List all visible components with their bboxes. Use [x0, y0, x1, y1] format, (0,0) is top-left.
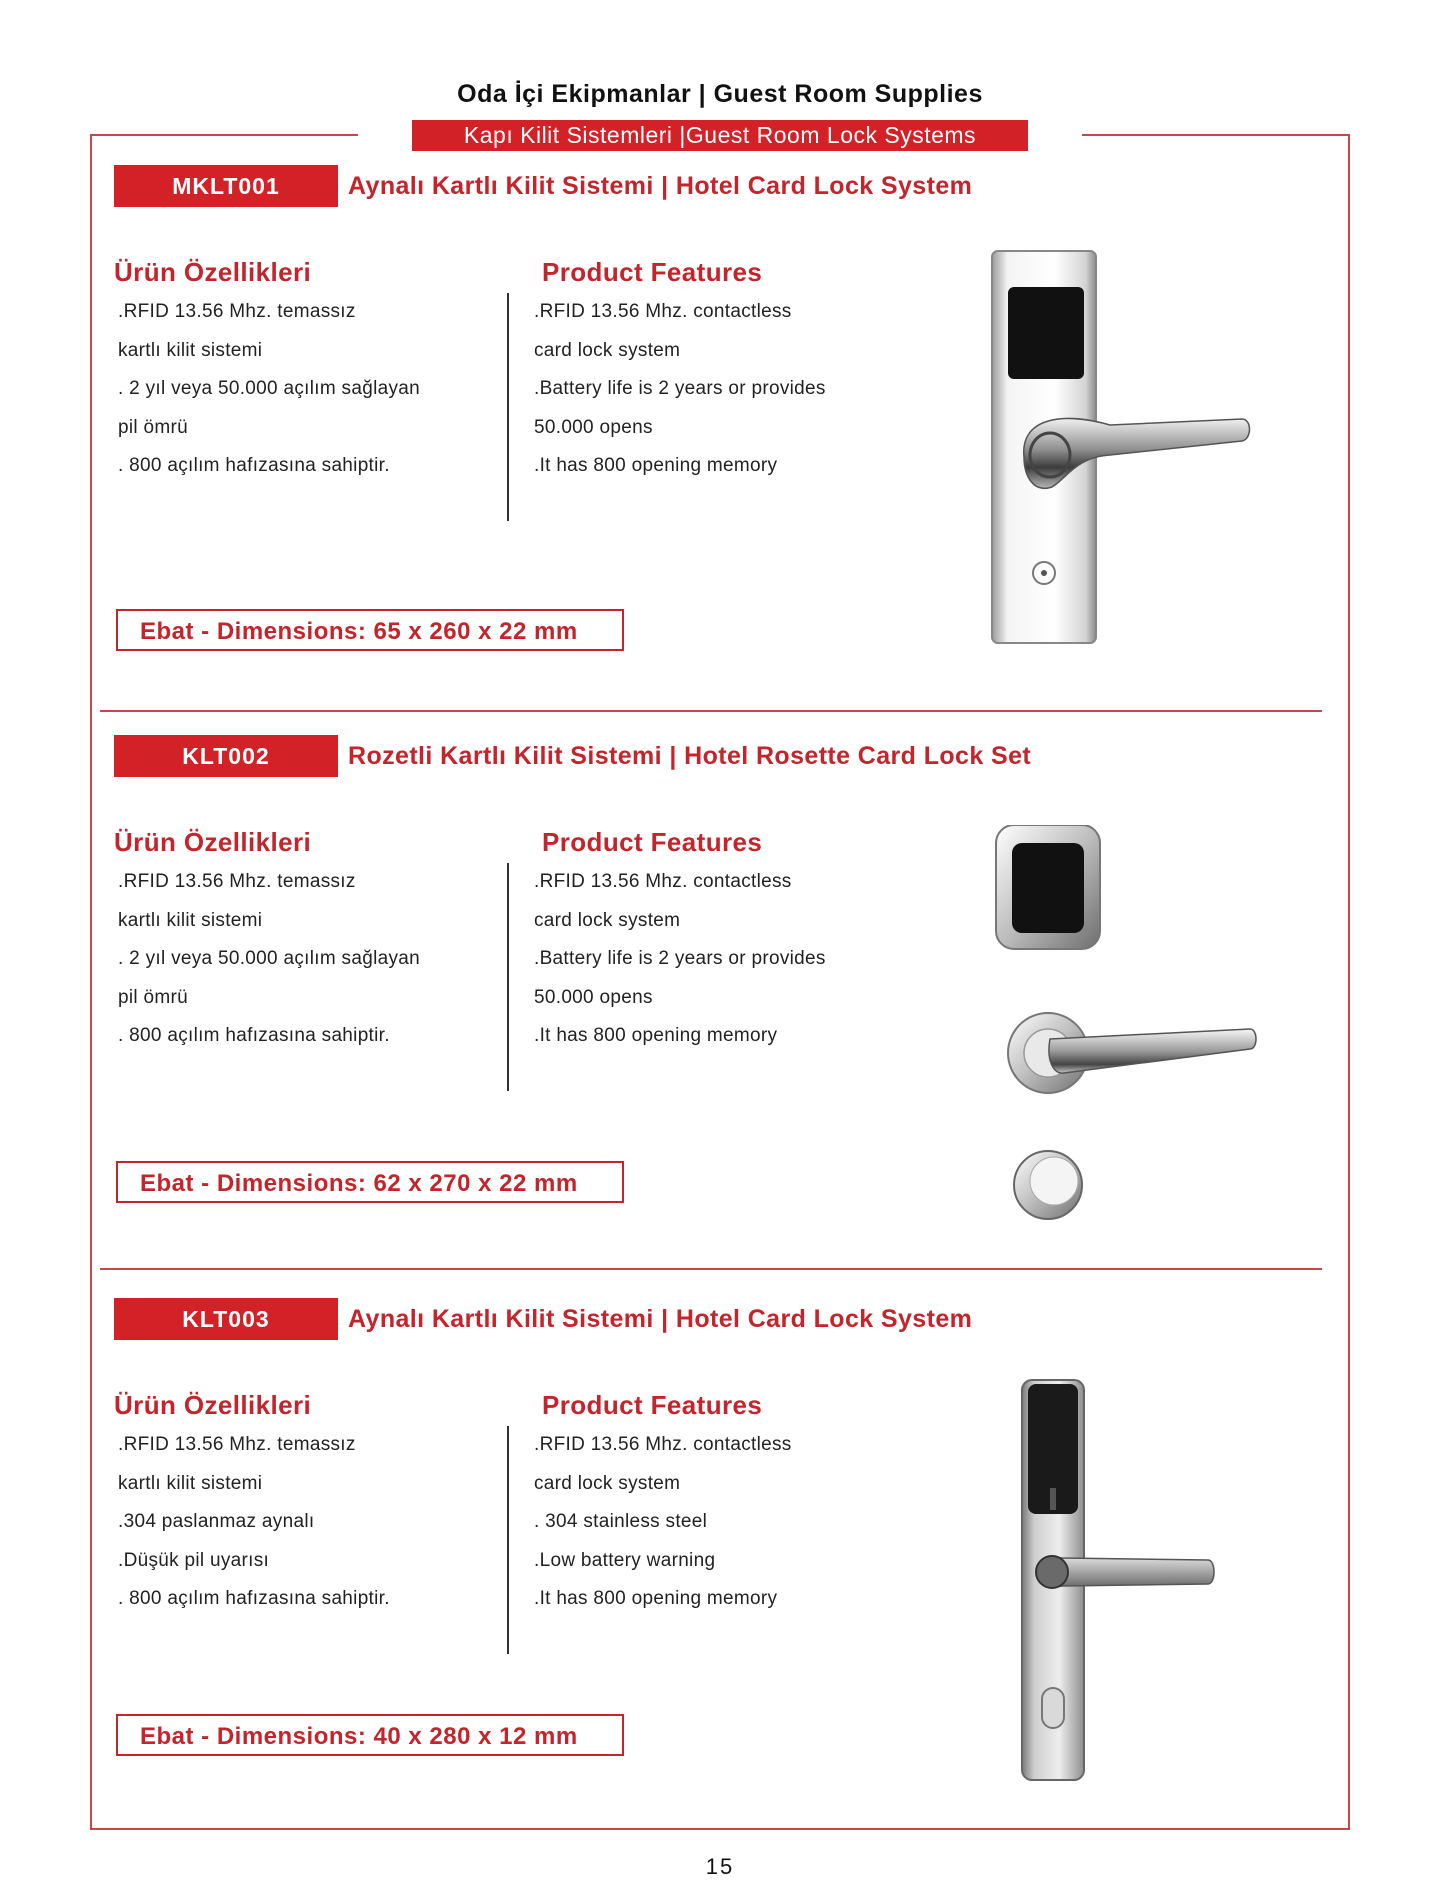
product-code: KLT003	[114, 1298, 338, 1340]
product-title: Aynalı Kartlı Kilit Sistemi | Hotel Card Lock System	[348, 172, 973, 200]
features-heading-en: Product Features	[542, 257, 763, 287]
feature-item: .RFID 13.56 Mhz. contactless	[534, 1434, 792, 1455]
feature-item: .It has 800 opening memory	[534, 1588, 778, 1609]
feature-item: 50.000 opens	[534, 986, 653, 1008]
section-divider	[100, 1268, 1322, 1270]
section-divider	[100, 710, 1322, 712]
column-divider	[507, 293, 509, 521]
features-list-en	[534, 863, 826, 1056]
column-divider	[507, 863, 509, 1091]
feature-item: kartlı kilit sistemi	[118, 909, 263, 931]
feature-item: card lock system	[534, 339, 681, 361]
dimensions-box: Ebat - Dimensions: 62 x 270 x 22 mm	[116, 1161, 624, 1203]
features-list-en	[534, 293, 826, 486]
features-list-tr	[118, 863, 420, 1056]
product-code: MKLT001	[114, 165, 338, 207]
feature-item: . 800 açılım hafızasına sahiptir.	[118, 1025, 390, 1046]
feature-item: . 800 açılım hafızasına sahiptir.	[118, 1588, 390, 1609]
feature-item: .RFID 13.56 Mhz. contactless	[534, 871, 792, 892]
feature-item: .Düşük pil uyarısı	[118, 1549, 270, 1571]
feature-item: pil ömrü	[118, 416, 188, 438]
stainless-card-lock-image	[1000, 1376, 1230, 1786]
features-list-tr	[118, 1426, 390, 1619]
features-heading-en: Product Features	[542, 827, 763, 857]
feature-item: kartlı kilit sistemi	[118, 339, 263, 361]
page-title: Oda İçi Ekipmanlar | Guest Room Supplies	[457, 80, 983, 108]
product-code: KLT002	[114, 735, 338, 777]
category-subtitle: Kapı Kilit Sistemleri |Guest Room Lock Systems	[412, 120, 1028, 151]
features-heading-tr: Ürün Özellikleri	[114, 1390, 312, 1420]
features-heading-tr: Ürün Özellikleri	[114, 257, 312, 287]
page-number: 15	[705, 1854, 735, 1879]
card-lock-mirror-image	[980, 243, 1260, 653]
feature-item: .Low battery warning	[534, 1549, 716, 1571]
frame-line	[90, 134, 358, 136]
feature-item: .Battery life is 2 years or provides	[534, 948, 826, 969]
dimensions-box: Ebat - Dimensions: 65 x 260 x 22 mm	[116, 609, 624, 651]
product-title: Aynalı Kartlı Kilit Sistemi | Hotel Card Lock System	[348, 1305, 973, 1333]
dimensions-box: Ebat - Dimensions: 40 x 280 x 12 mm	[116, 1714, 624, 1756]
product-title: Rozetli Kartlı Kilit Sistemi | Hotel Rosette Card Lock Set	[348, 742, 1032, 770]
feature-item: .Battery life is 2 years or provides	[534, 378, 826, 399]
feature-item: card lock system	[534, 1472, 681, 1494]
feature-item: .RFID 13.56 Mhz. temassız	[118, 871, 356, 892]
frame-line	[1082, 134, 1350, 136]
rosette-card-lock-image	[980, 825, 1260, 1225]
feature-item: kartlı kilit sistemi	[118, 1472, 263, 1494]
feature-item: pil ömrü	[118, 986, 188, 1008]
feature-item: .It has 800 opening memory	[534, 1025, 778, 1046]
feature-item: .RFID 13.56 Mhz. temassız	[118, 1434, 356, 1455]
features-list-en	[534, 1426, 792, 1619]
frame-line	[90, 1828, 1350, 1830]
feature-item: card lock system	[534, 909, 681, 931]
frame-line	[90, 134, 92, 1830]
feature-item: . 2 yıl veya 50.000 açılım sağlayan	[118, 378, 420, 399]
feature-item: .RFID 13.56 Mhz. temassız	[118, 301, 356, 322]
features-list-tr	[118, 293, 420, 486]
feature-item: . 304 stainless steel	[534, 1511, 708, 1532]
feature-item: .304 paslanmaz aynalı	[118, 1511, 315, 1532]
features-heading-tr: Ürün Özellikleri	[114, 827, 312, 857]
feature-item: 50.000 opens	[534, 416, 653, 438]
column-divider	[507, 1426, 509, 1654]
feature-item: . 800 açılım hafızasına sahiptir.	[118, 455, 390, 476]
feature-item: .RFID 13.56 Mhz. contactless	[534, 301, 792, 322]
frame-line	[1348, 134, 1350, 1830]
features-heading-en: Product Features	[542, 1390, 763, 1420]
feature-item: .It has 800 opening memory	[534, 455, 778, 476]
feature-item: . 2 yıl veya 50.000 açılım sağlayan	[118, 948, 420, 969]
